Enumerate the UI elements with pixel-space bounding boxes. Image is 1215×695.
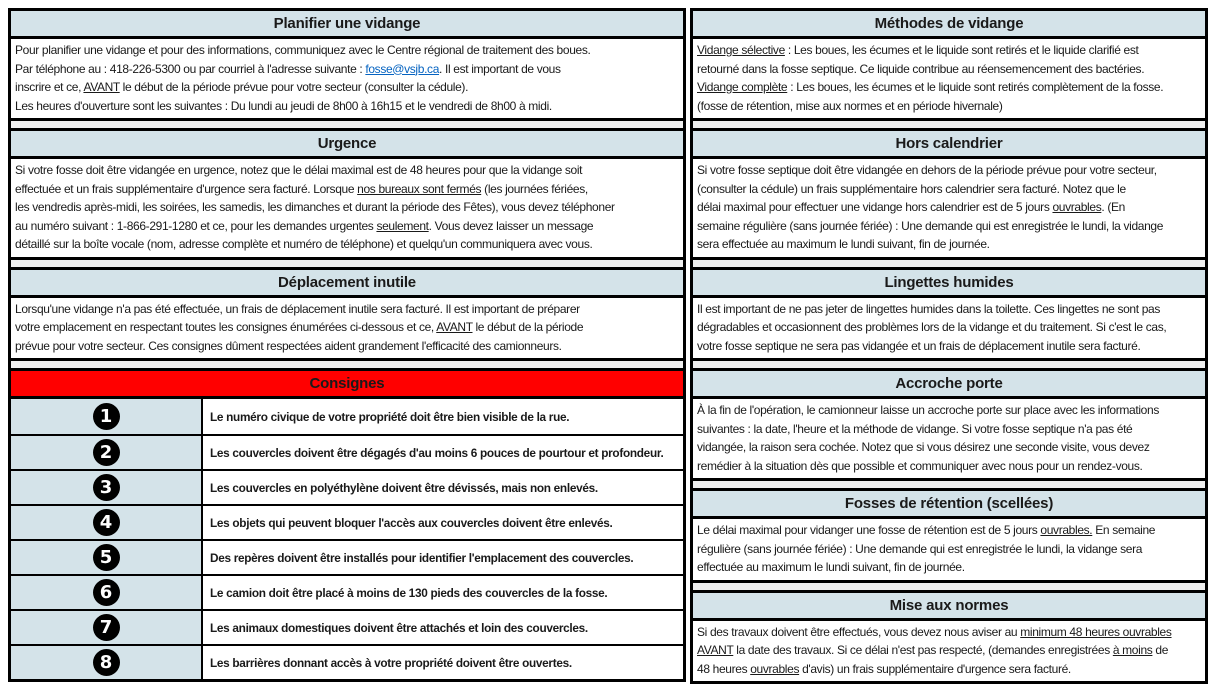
consigne-text: Le numéro civique de votre propriété doit être bien visible de la rue. [210, 409, 570, 424]
section-header-mise-aux-normes [690, 590, 1208, 621]
paragraph-line [697, 558, 1201, 577]
paragraph-line [15, 41, 679, 60]
text-segment: : Les boues, les écumes et le liquide sont retirés complètement de la fosse. [787, 80, 1164, 94]
consigne-number-cell [11, 646, 203, 679]
consigne-number-cell [11, 576, 203, 609]
section-title: Hors calendrier [895, 135, 1003, 152]
text-segment: prévue pour votre secteur. Ces consignes dûment respectées aident grandement l'efficacité des camionneurs. [15, 338, 562, 353]
text-segment: au numéro suivant : 1-866-291-1280 et ce, pour les demandes urgentes [15, 218, 377, 233]
underlined-text: Vidange sélective [697, 43, 785, 57]
paragraph-line [697, 401, 1201, 420]
text-segment: régulière (sans journée fériée) : Une demande qui est enregistrée le lundi, la vidange sera [697, 541, 1143, 556]
underlined-text: seulement [376, 218, 429, 233]
text-segment: . (En [1101, 200, 1125, 214]
paragraph-line [697, 623, 1201, 642]
text-segment: dégradables et occasionnent des problèmes lors de la vidange et du traitement. Si c'est le cas, [697, 320, 1167, 334]
text-segment: À la fin de l'opération, le camionneur laisse un accroche porte sur place avec les informations [697, 403, 1159, 417]
consigne-number-cell [11, 541, 203, 574]
text-segment: le début de la période prévue pour votre secteur (consulter la cédule). [119, 80, 469, 94]
numbered-circle-icon: 7 [93, 614, 120, 641]
section-body-mise-aux-normes [690, 618, 1208, 685]
section-title: Mise aux normes [889, 596, 1009, 614]
paragraph-line [15, 337, 679, 356]
left-panel [8, 8, 686, 684]
paragraph-line [697, 300, 1201, 319]
consigne-text: Les objets qui peuvent bloquer l'accès aux couvercles doivent être enlevés. [210, 515, 613, 530]
section-body-lingettes-humides [690, 295, 1208, 362]
text-segment: Le délai maximal pour vidanger une fosse de rétention est de 5 jours [697, 523, 1041, 537]
text-segment: votre emplacement en respectant toutes les consignes énumérées ci-dessous et ce, [15, 320, 437, 334]
numbered-circle-icon: 5 [93, 544, 120, 571]
paragraph-line [15, 60, 679, 79]
section-header-lingettes-humides [690, 267, 1208, 298]
consigne-number-cell [11, 436, 203, 469]
consigne-text: Des repères doivent être installés pour identifier l'emplacement des couvercles. [210, 550, 634, 565]
paragraph-line [697, 660, 1201, 679]
underlined-text: ouvrables [750, 661, 800, 676]
consigne-text: Les animaux domestiques doivent être attachés et loin des couvercles. [210, 620, 588, 635]
section-title: Déplacement inutile [278, 273, 416, 291]
section-body-urgence [8, 156, 686, 260]
paragraph-line [697, 198, 1201, 217]
paragraph-line [697, 420, 1201, 439]
paragraph-line [15, 318, 679, 337]
text-segment: le début de la période [472, 320, 584, 334]
consigne-row [11, 644, 683, 679]
section-title: Méthodes de vidange [874, 15, 1024, 32]
consigne-row [11, 399, 683, 434]
paragraph-line [697, 97, 1201, 116]
section-title: Accroche porte [895, 375, 1003, 392]
text-segment: de [1152, 643, 1169, 657]
consigne-row [11, 434, 683, 469]
numbered-circle-icon: 2 [93, 439, 120, 466]
text-segment: suivantes : la date, l'heure et la méthode de vidange. Si votre fosse septique n'a pas été [697, 421, 1133, 436]
paragraph-line [15, 198, 679, 217]
text-segment: votre fosse septique ne sera pas vidangée et un frais de déplacement inutile sera facturé. [697, 338, 1141, 353]
paragraph-line [697, 337, 1201, 356]
underlined-text: à moins [1112, 643, 1153, 657]
text-segment: remédier à la situation dès que possible et communiquer avec nous pour un rendez-vous. [697, 458, 1143, 473]
numbered-circle-icon: 4 [93, 509, 120, 536]
section-header-urgence [8, 128, 686, 159]
section-header-planifier-une-vidange [8, 8, 686, 39]
section-title: Fosses de rétention (scellées) [844, 495, 1054, 512]
text-segment: . Il est important de vous [439, 61, 561, 76]
text-segment: Si des travaux doivent être effectués, vous devez nous aviser au [697, 624, 1021, 639]
section-header-methodes-de-vidange [690, 8, 1208, 39]
text-segment: détaillé sur la boîte vocale (nom, adresse complète et numéro de téléphone) et quelqu'un communiquera avec vous. [15, 237, 593, 251]
text-segment: Les heures d'ouverture sont les suivantes : Du lundi au jeudi de 8h00 à 16h15 et le vendredi de 8h00 à midi. [15, 98, 552, 113]
text-segment: (consulter la cédule) un frais supplémentaire hors calendrier sera facturé. Notez que le [697, 181, 1126, 196]
text-segment: (les journées fériées, [481, 181, 588, 196]
paragraph-line [697, 41, 1201, 60]
paragraph-line [697, 217, 1201, 236]
consigne-number-cell [11, 471, 203, 504]
text-segment: vidangée, la raison sera cochée. Notez que si vous désirez une seconde visite, vous devez [697, 440, 1150, 454]
consigne-row [11, 504, 683, 539]
consigne-text: Les barrières donnant accès à votre propriété doivent être ouvertes. [210, 655, 572, 670]
paragraph-line [697, 235, 1201, 254]
text-segment: inscrire et ce, [15, 80, 84, 94]
section-title: Lingettes humides [884, 273, 1014, 291]
section-body-deplacement-inutile [8, 295, 686, 362]
text-segment: d'avis) un frais supplémentaire d'urgence sera facturé. [799, 661, 1071, 676]
underlined-text: AVANT [83, 80, 120, 94]
text-segment: effectuée et un frais supplémentaire d'urgence sera facturé. Lorsque [15, 181, 358, 196]
consigne-number-cell [11, 506, 203, 539]
consigne-row [11, 574, 683, 609]
paragraph-line [697, 180, 1201, 199]
paragraph-line [15, 217, 679, 236]
text-segment: Si votre fosse doit être vidangée en urgence, notez que le délai maximal est de 48 heures pour que la vidange soit [15, 163, 583, 177]
consigne-text: Le camion doit être placé à moins de 130 pieds des couvercles de la fosse. [210, 585, 608, 600]
paragraph-line [697, 521, 1201, 540]
paragraph-line [697, 161, 1201, 180]
section-header-consignes [8, 368, 686, 399]
section-title: Planifier une vidange [273, 15, 421, 32]
text-segment: Il est important de ne pas jeter de lingettes humides dans la toilette. Ces lingettes ne sont pas [697, 301, 1161, 316]
paragraph-line [697, 438, 1201, 457]
text-segment: semaine régulière (sans journée fériée) : Une demande qui est enregistrée le lundi, la vidange [697, 218, 1164, 233]
text-segment: Par téléphone au : 418-226-5300 ou par courriel à l'adresse suivante : [15, 61, 366, 76]
paragraph-line [15, 235, 679, 254]
numbered-circle-icon: 8 [93, 649, 120, 676]
consigne-number-cell [11, 399, 203, 434]
paragraph-line [697, 641, 1201, 660]
paragraph-line [15, 300, 679, 319]
paragraph-line [697, 78, 1201, 97]
underlined-text: Vidange complète [697, 80, 788, 94]
paragraph-line [697, 318, 1201, 337]
text-segment: la date des travaux. Si ce délai n'est pas respecté, (demandes enregistrées [733, 643, 1113, 657]
text-segment: : Les boues, les écumes et le liquide sont retirés et le liquide clarifié est [784, 43, 1139, 57]
section-header-hors-calendrier [690, 128, 1208, 159]
consigne-row [11, 469, 683, 504]
email-link[interactable]: fosse@vsjb.ca [365, 61, 440, 76]
numbered-circle-icon: 3 [93, 474, 120, 501]
paragraph-line [697, 457, 1201, 476]
section-body-accroche-porte [690, 396, 1208, 481]
underlined-text: AVANT [697, 643, 734, 657]
consigne-number-cell [11, 611, 203, 644]
consigne-text: Les couvercles en polyéthylène doivent être dévissés, mais non enlevés. [210, 480, 598, 495]
text-segment: Lorsqu'une vidange n'a pas été effectuée, un frais de déplacement inutile sera facturé. Il est important de préparer [15, 301, 580, 316]
paragraph-line [15, 180, 679, 199]
numbered-circle-icon: 1 [93, 403, 120, 430]
text-segment: sera effectuée au maximum le lundi suivant, fin de journée. [697, 237, 990, 251]
underlined-text: nos bureaux sont fermés [357, 181, 482, 196]
paragraph-line [15, 97, 679, 116]
consignes-table [8, 396, 686, 682]
section-header-fosses-de-retention-scellees [690, 488, 1208, 519]
text-segment: (fosse de rétention, mise aux normes et en période hivernale) [697, 98, 1003, 113]
paragraph-line [697, 60, 1201, 79]
right-panel [690, 8, 1208, 684]
underlined-text: minimum 48 heures ouvrables [1020, 624, 1172, 639]
section-body-hors-calendrier [690, 156, 1208, 260]
section-body-fosses-de-retention-scellees [690, 516, 1208, 583]
text-segment: les vendredis après-midi, les soirées, les samedis, les dimanches et durant la période des Fêtes), vous devez téléphoner [15, 200, 615, 214]
underlined-text: AVANT [436, 320, 473, 334]
consigne-row [11, 609, 683, 644]
text-segment: Pour planifier une vidange et pour des informations, communiquez avec le Centre régional de traitement des boues. [15, 43, 591, 57]
text-segment: . Vous devez laisser un message [428, 218, 594, 233]
text-segment: retourné dans la fosse septique. Ce liquide contribue au réensemencement des bactéries. [697, 61, 1145, 76]
section-title: Consignes [309, 375, 385, 392]
underlined-text: ouvrables. [1040, 523, 1093, 537]
section-body-methodes-de-vidange [690, 36, 1208, 121]
section-header-accroche-porte [690, 368, 1208, 399]
section-body-planifier-une-vidange [8, 36, 686, 121]
numbered-circle-icon: 6 [93, 579, 120, 606]
section-title: Urgence [317, 135, 377, 152]
text-segment: effectuée au maximum le lundi suivant, fin de journée. [697, 560, 965, 574]
text-segment: délai maximal pour effectuer une vidange hors calendrier est de 5 jours [697, 200, 1053, 214]
paragraph-line [15, 78, 679, 97]
text-segment: Si votre fosse septique doit être vidangée en dehors de la période prévue pour votre secteur, [697, 163, 1157, 177]
consigne-text: Les couvercles doivent être dégagés d'au moins 6 pouces de pourtour et profondeur. [210, 445, 664, 460]
underlined-text: ouvrables [1052, 200, 1102, 214]
paragraph-line [697, 540, 1201, 559]
text-segment: En semaine [1092, 523, 1156, 537]
consigne-row [11, 539, 683, 574]
paragraph-line [15, 161, 679, 180]
section-header-deplacement-inutile [8, 267, 686, 298]
text-segment: 48 heures [697, 661, 751, 676]
